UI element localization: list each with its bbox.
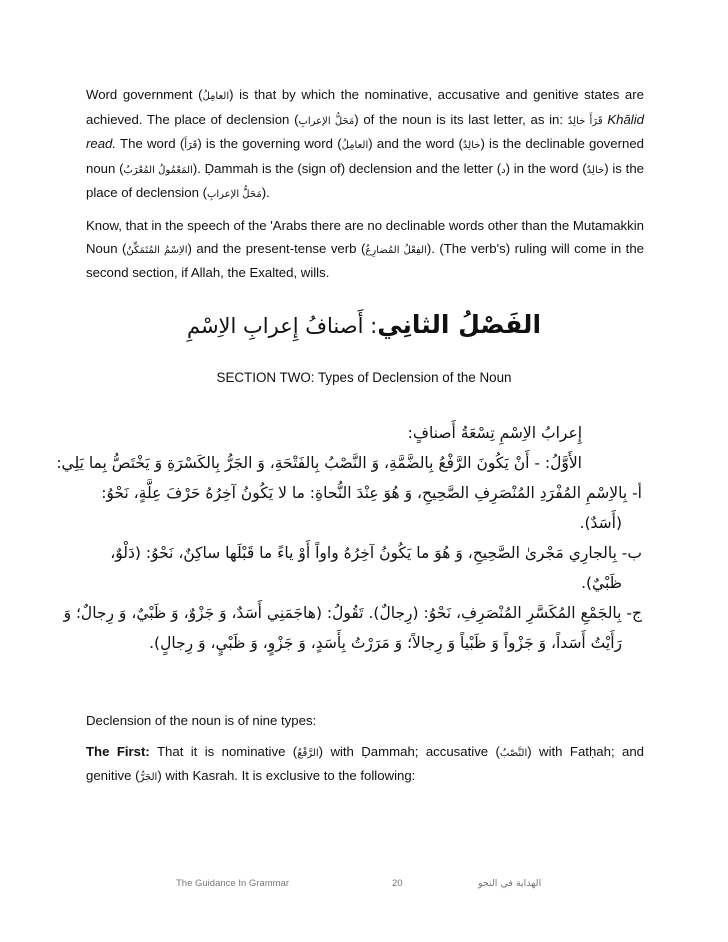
arabic-line: (أَسَدٌ).	[579, 514, 622, 532]
arabic-term: مَحَلُّ الإعرابِ	[298, 115, 355, 127]
text: ) in the word (	[505, 160, 587, 176]
arabic-line: ظَبْيٌ).	[581, 574, 622, 592]
arabic-title-main: الفَصْلُ الثانِي	[377, 310, 542, 339]
text: ) is the declinable governed noun (	[86, 136, 644, 176]
text: ) is that by which the nominative, accusative and genitive states are achieved. The place of declension (	[86, 87, 644, 127]
page-body	[86, 84, 644, 285]
paragraph-word-government	[86, 84, 644, 207]
arabic-term: الجَرُّ	[139, 772, 158, 784]
page-number: 20	[392, 878, 403, 889]
text: ) and the present-tense verb (	[187, 240, 366, 256]
arabic-term: المَعْمُولُ المُعْرَبُ	[123, 164, 193, 176]
italic-translation: Khālid read.	[86, 111, 644, 152]
arabic-term: د	[501, 164, 506, 176]
arabic-term: العامِلُ	[202, 91, 230, 102]
paragraph-declinable-words	[86, 215, 644, 285]
arabic-term: مَحَلُّ الإعرابِ	[206, 189, 262, 201]
text: That it is nominative (	[149, 743, 298, 759]
arabic-term: الفِعْلُ المُضارِعُ	[365, 244, 427, 256]
arabic-line: إِعرابُ الاِسْمِ تِسْعَةُ أَصنافٍ:	[407, 424, 582, 442]
text: ) with Kasrah. It is exclusive to the following:	[157, 768, 416, 784]
text: ). (The verb's) ruling will come in the second section, if Allah, the Exalted, wills.	[86, 240, 645, 281]
arabic-term: الاِسْمُ المُتَمَكِّنُ	[126, 244, 188, 256]
arabic-term: قَرَأَ خالِدٌ	[567, 115, 603, 127]
text: ).	[261, 185, 270, 201]
arabic-line: أ- بِالاِسْمِ المُفْرَدِ المُنْصَرِفِ الصَّحِيحِ، وَ هُوَ عِنْدَ النُّحاةِ: ما لا يَكُونُ آخِرُهُ حَرْفَ عِلَّةٍ، نَحْوُ:	[101, 484, 642, 502]
section-title: SECTION TWO: Types of Declension of the Noun	[216, 370, 512, 385]
text: ) is the place of declension (	[86, 160, 644, 201]
text: Know, that in the speech of the 'Arabs there are no declinable words other than the Mutamakkin Noun (	[86, 217, 644, 256]
arabic-line: ج- بِالجَمْعِ المُكَسَّرِ المُنْصَرِفِ، نَحْوُ: (رِجالٌ). تَقُولُ: (هاجَمَنِي أَسَدٌ، وَ جَزْوٌ، وَ ظَبْيٌ، وَ رِجالٌ؛ وَ	[63, 604, 642, 622]
arabic-section-title	[0, 310, 728, 339]
bold-label: The First:	[86, 743, 150, 759]
arabic-text-block	[42, 418, 642, 658]
text: ) is the governing word (	[197, 136, 342, 152]
arabic-title-sub: : أَصنافُ إِعرابِ الاِسْمِ	[186, 314, 378, 338]
paragraph-the-first	[86, 741, 644, 790]
text: Word government (	[86, 87, 203, 102]
arabic-term: الرَّفْعُ	[297, 747, 319, 759]
arabic-term: النَّصْبُ	[499, 747, 528, 759]
text: The word (	[116, 136, 185, 152]
footer-arabic-title: الهداية في النحو	[478, 878, 542, 889]
footer-book-title: The Guidance In Grammar	[176, 878, 289, 889]
arabic-term: العامِلُ	[341, 140, 369, 152]
text: ) with Fatḥah; and genitive (	[86, 743, 645, 784]
arabic-term: قَرَأَ	[184, 140, 198, 152]
arabic-line: الأَوَّلُ: - أَنْ يَكُونَ الرَّفْعُ بِالضَّمَّةِ، وَ النَّصْبُ بِالفَتْحَةِ، وَ الجَرُّ بِالكَسْرَةِ وَ يَخْتَصُّ بِما يَلِي:	[56, 454, 582, 472]
arabic-line: رَأَيْتُ أَسَداً، وَ جَزْواً وَ ظَبْياً وَ رِجالاً؛ وَ مَرَرْتُ بِأَسَدٍ، وَ جَزْوٍ، وَ ظَبْيٍ، وَ رِجالٍ).	[149, 634, 622, 652]
text: ) of the noun is its last letter, as in:	[354, 111, 568, 127]
text: ). Ḍammah is the (sign of) declension and the letter (	[192, 160, 502, 176]
page-footer	[0, 878, 728, 898]
arabic-term: خالِدٌ	[586, 164, 605, 176]
arabic-line: ب- بِالجارِي مَجْرىٰ الصَّحِيحِ، وَ هُوَ ما يَكُونُ آخِرُهُ واواً أَوْ ياءً ما قَبْلَها ساكِنٌ، نَحْوُ: (دَلْوٌ،	[110, 544, 642, 562]
lower-text	[86, 710, 644, 790]
paragraph-nine-types: Declension of the noun is of nine types:	[86, 713, 317, 728]
arabic-term: خالِدٌ	[462, 140, 481, 152]
text: ) with Ḍammah; accusative (	[318, 743, 500, 759]
text: ) and the word (	[368, 136, 463, 152]
